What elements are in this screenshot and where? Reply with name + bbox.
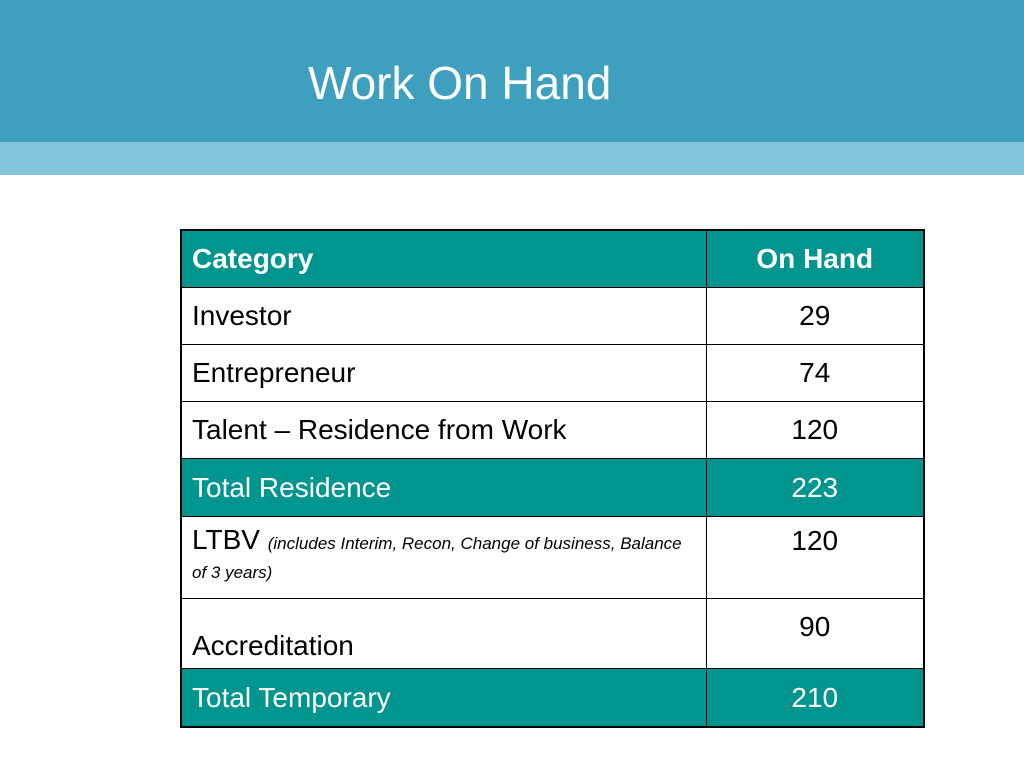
row-on-hand: 29 (706, 288, 924, 345)
table-row (181, 288, 924, 345)
total-value: 223 (706, 459, 924, 517)
total-label: Total Residence (181, 459, 706, 517)
row-category (181, 517, 706, 599)
table-row (181, 599, 924, 669)
row-on-hand: 120 (706, 517, 924, 599)
header-stripe (0, 142, 1024, 175)
total-row (181, 459, 924, 517)
table-row (181, 345, 924, 402)
row-category: Investor (181, 288, 706, 345)
row-category: Entrepreneur (181, 345, 706, 402)
row-category-label: LTBV (192, 524, 260, 555)
work-on-hand-table (180, 229, 925, 728)
row-category-note: (includes Interim, Recon, Change of business, Balance of 3 years) (192, 534, 682, 583)
row-on-hand: 74 (706, 345, 924, 402)
row-on-hand: 90 (706, 599, 924, 669)
table-header-row (181, 230, 924, 288)
total-label: Total Temporary (181, 669, 706, 728)
table-row (181, 517, 924, 599)
column-header-on-hand: On Hand (706, 230, 924, 288)
row-on-hand: 120 (706, 402, 924, 459)
total-value: 210 (706, 669, 924, 728)
column-header-category: Category (181, 230, 706, 288)
total-row (181, 669, 924, 728)
row-category: Accreditation (181, 599, 706, 669)
slide-title: Work On Hand (308, 57, 612, 109)
row-category: Talent – Residence from Work (181, 402, 706, 459)
table-row (181, 402, 924, 459)
